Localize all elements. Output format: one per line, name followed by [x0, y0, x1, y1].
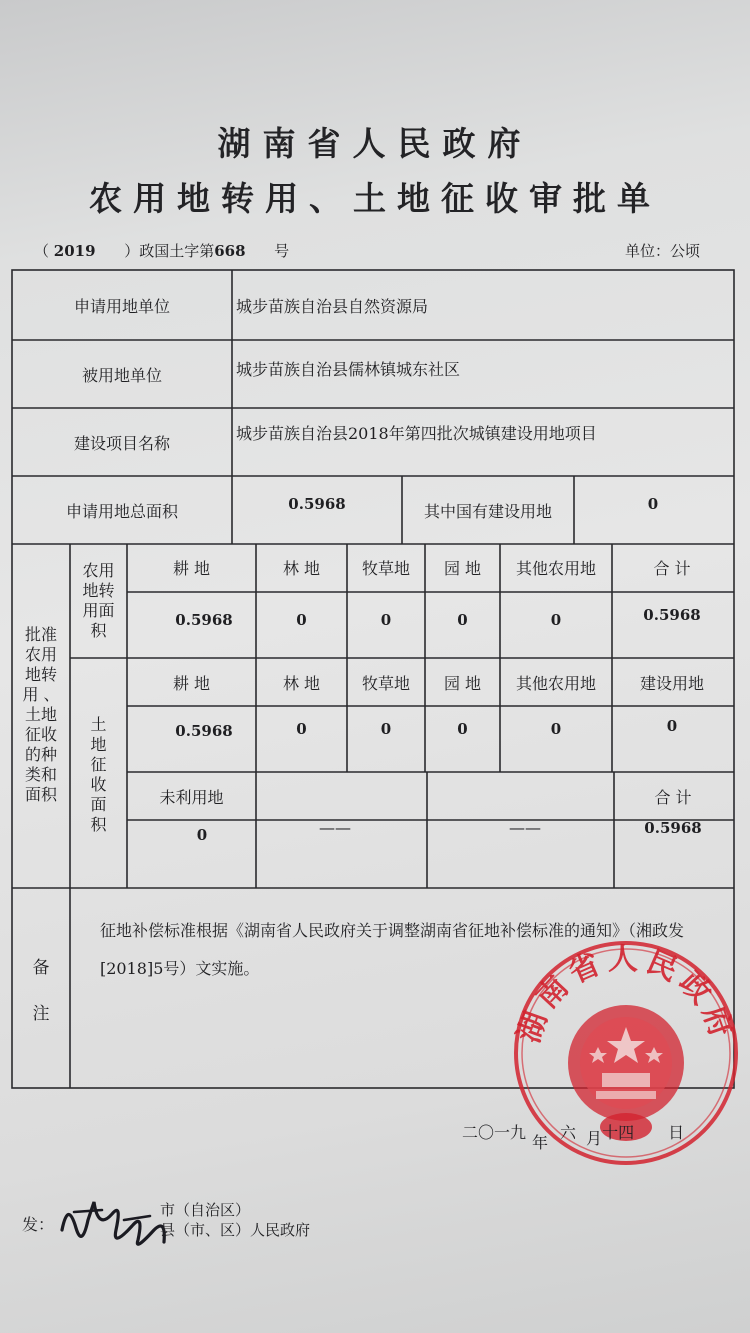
state-land-label: 其中国有建设用地: [423, 501, 552, 521]
conv-header-cultivated: 耕 地: [172, 558, 211, 578]
conv-header-grassland: 牧草地: [361, 558, 410, 578]
remarks-label-1: 备: [32, 957, 50, 978]
expropriation-label: 土 地 征 收 面 积: [90, 715, 107, 834]
conv-value-grassland: 0: [380, 611, 392, 629]
issuer-line-1: 市（自治区）: [160, 1201, 251, 1219]
doc-prefix: ）政国土字第: [124, 242, 215, 260]
exp-value-other: 0: [550, 720, 562, 738]
project-label: 建设项目名称: [73, 433, 170, 453]
project-value: 城步苗族自治县2018年第四批次城镇建设用地项目: [236, 423, 597, 443]
conv-value-garden: 0: [457, 611, 468, 629]
issuer-line-2: 县（市、区）人民政府: [160, 1221, 311, 1239]
conv-value-total: 0.5968: [643, 606, 701, 624]
section-label: 批准 农用 地转 用 、 土地 征收 的种 类和 面积: [22, 625, 60, 804]
exp-value-forest: 0: [296, 720, 307, 738]
applicant-label: 申请用地单位: [73, 296, 170, 316]
remarks-text: 征地补偿标准根据《湖南省人民政府关于调整湖南省征地补偿标准的通知》（湘政发[2018]5号）文实施。: [100, 921, 685, 978]
conv-value-other: 0: [550, 611, 562, 629]
exp-header-grassland: 牧草地: [361, 673, 410, 693]
exp-header-other: 其他农用地: [515, 673, 596, 693]
unused-dash-2: ——: [509, 817, 541, 837]
exp-total-label: 合 计: [654, 787, 692, 807]
exp-value-construction: 0: [666, 717, 678, 735]
conv-header-forest: 林 地: [282, 558, 321, 578]
exp-header-forest: 林 地: [282, 673, 321, 693]
issue-label: 发：: [22, 1215, 55, 1234]
exp-header-cultivated: 耕 地: [172, 673, 211, 693]
conv-header-garden: 园 地: [443, 558, 482, 578]
exp-value-garden: 0: [457, 720, 468, 738]
doc-number: 668: [214, 242, 246, 260]
date-day: 十四: [602, 1123, 635, 1142]
state-land-value: 0: [647, 495, 659, 513]
unused-label: 未利用地: [159, 787, 224, 807]
total-area-label: 申请用地总面积: [65, 501, 178, 521]
conv-value-cultivated: 0.5968: [175, 611, 233, 629]
issue-line: [20, 1200, 380, 1260]
exp-value-grassland: 0: [380, 720, 392, 738]
doc-suffix: 号: [274, 242, 290, 260]
applicant-value: 城步苗族自治县自然资源局: [236, 296, 429, 316]
approval-date: 二〇一九年六 月十四 日: [462, 1123, 685, 1152]
conv-header-total: 合 计: [653, 558, 691, 578]
landowner-value: 城步苗族自治县儒林镇城东社区: [236, 359, 461, 379]
unit-label: 单位：公顷: [624, 242, 700, 260]
issuer-text: [160, 1200, 310, 1240]
exp-total-value: 0.5968: [644, 819, 702, 837]
exp-header-construction: 建设用地: [639, 673, 704, 693]
conv-header-other: 其他农用地: [515, 558, 596, 578]
date-year: 二〇一九: [462, 1123, 527, 1142]
conv-value-forest: 0: [296, 611, 307, 629]
document-title: 湖南省人民政府: [217, 124, 533, 163]
exp-header-garden: 园 地: [443, 673, 482, 693]
landowner-label: 被用地单位: [81, 365, 162, 385]
doc-year: 2019: [53, 242, 96, 260]
total-area-value: 0.5968: [288, 495, 346, 513]
document-subtitle: 农用地转用、土地征收审批单: [89, 179, 661, 218]
conversion-label: 农用 地转 用面 积: [82, 561, 115, 640]
exp-value-cultivated: 0.5968: [175, 722, 233, 740]
date-month: 六: [560, 1123, 577, 1142]
unused-value: 0: [196, 826, 208, 844]
unused-dash-1: ——: [319, 817, 351, 837]
svg-text:湖南省人民政府: 湖南省人民政府: [511, 942, 741, 1048]
year-open: （: [34, 242, 50, 260]
remarks-label-2: 注: [32, 1003, 50, 1024]
